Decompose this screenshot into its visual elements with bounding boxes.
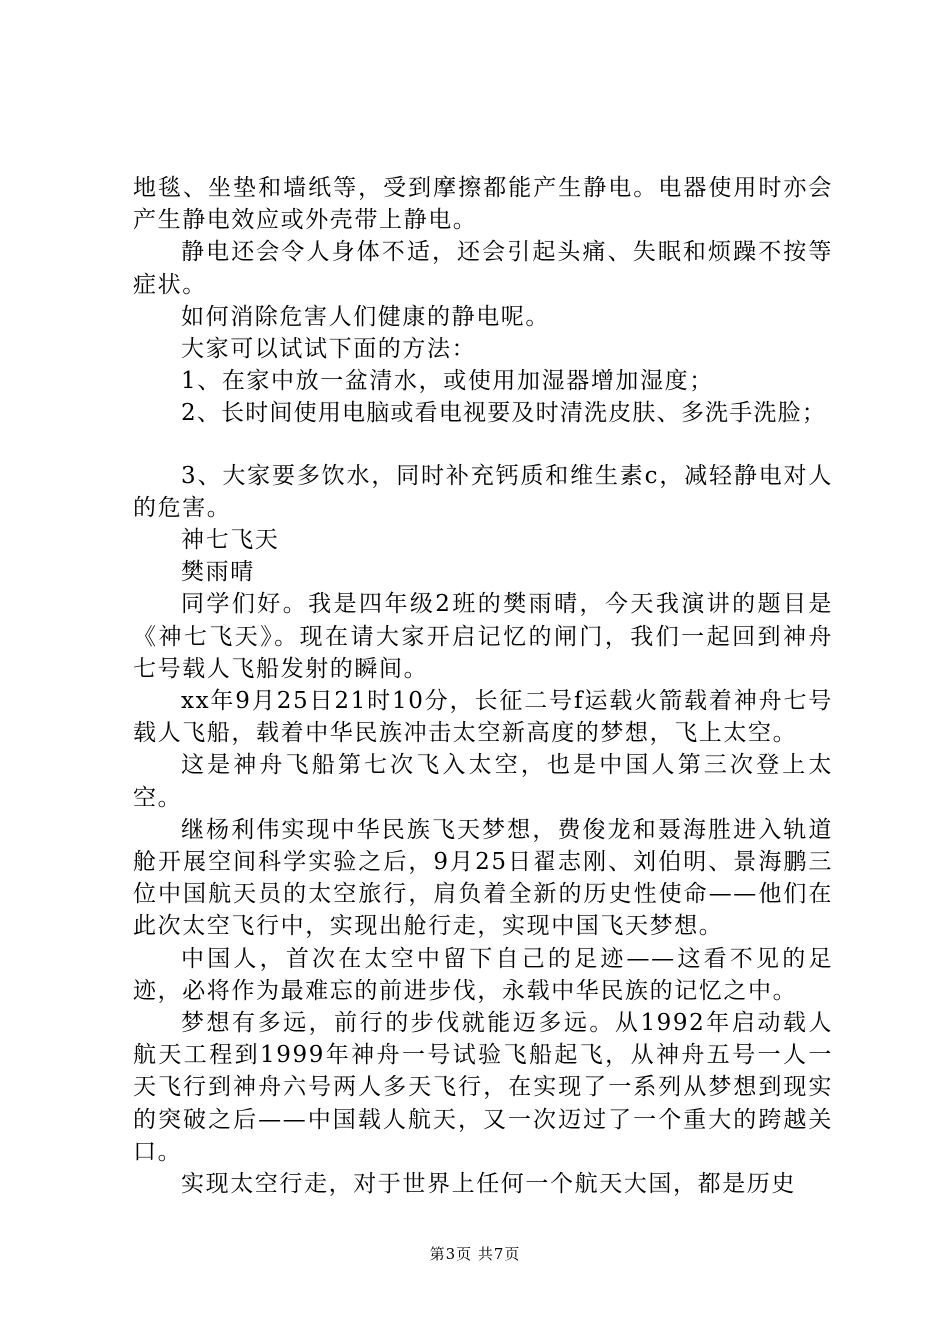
speech-author: 樊雨晴 bbox=[181, 559, 255, 586]
paragraph-footprint: 中国人，首次在太空中留下自己的足迹——这看不见的足迹，必将作为最难忘的前进步伐，永载中华民族的记忆之中。 bbox=[133, 945, 833, 1004]
paragraph-methods-intro: 大家可以试试下面的方法： bbox=[181, 336, 477, 363]
list-item-method-3: 3、大家要多饮水，同时补充钙质和维生素c，减轻静电对人的危害。 bbox=[133, 462, 833, 521]
paragraph-launch: xx年9月25日21时10分，长征二号f运载火箭载着神舟七号载人飞船，载着中华民族冲击太空新高度的梦想，飞上太空。 bbox=[133, 688, 833, 747]
paragraph-static-sources: 地毯、坐垫和墙纸等，受到摩擦都能产生静电。电器使用时亦会产生静电效应或外壳带上静电。 bbox=[133, 175, 833, 234]
paragraph-mission: 继杨利伟实现中华民族飞天梦想，费俊龙和聂海胜进入轨道舱开展空间科学实验之后，9月25日翟志刚、刘伯明、景海鹏三位中国航天员的太空旅行，肩负着全新的历史性使命——他们在此次太空飞行中，实现出舱行走，实现中国飞天梦想。 bbox=[133, 816, 833, 940]
paragraph-seventh-flight: 这是神舟飞船第七次飞入太空，也是中国人第三次登上太空。 bbox=[133, 752, 833, 811]
page-number-footer: 第3页 共7页 bbox=[429, 1245, 521, 1263]
paragraph-greeting: 同学们好。我是四年级2班的樊雨晴，今天我演讲的题目是《神七飞天》。现在请大家开启记忆的闸门，我们一起回到神舟七号载人飞船发射的瞬间。 bbox=[133, 591, 833, 682]
list-item-method-2: 2、长时间使用电脑或看电视要及时清洗皮肤、多洗手洗脸； bbox=[181, 400, 827, 427]
paragraph-spacewalk: 实现太空行走，对于世界上任何一个航天大国，都是历史 bbox=[181, 1171, 796, 1198]
document-body bbox=[133, 172, 833, 1200]
paragraph-static-symptoms: 静电还会令人身体不适，还会引起头痛、失眠和烦躁不按等症状。 bbox=[133, 239, 833, 298]
paragraph-question: 如何消除危害人们健康的静电呢。 bbox=[181, 303, 550, 330]
speech-title: 神七飞天 bbox=[181, 527, 280, 554]
paragraph-dream: 梦想有多远，前行的步伐就能迈多远。从1992年启动载人航天工程到1999年神舟一号试验飞船起飞，从神舟五号一人一天飞行到神舟六号两人多天飞行，在实现了一系列从梦想到现实的突破之后——中国载人航天，又一次迈过了一个重大的跨越关口。 bbox=[133, 1010, 833, 1165]
list-item-method-1: 1、在家中放一盆清水，或使用加湿器增加湿度； bbox=[181, 368, 714, 395]
